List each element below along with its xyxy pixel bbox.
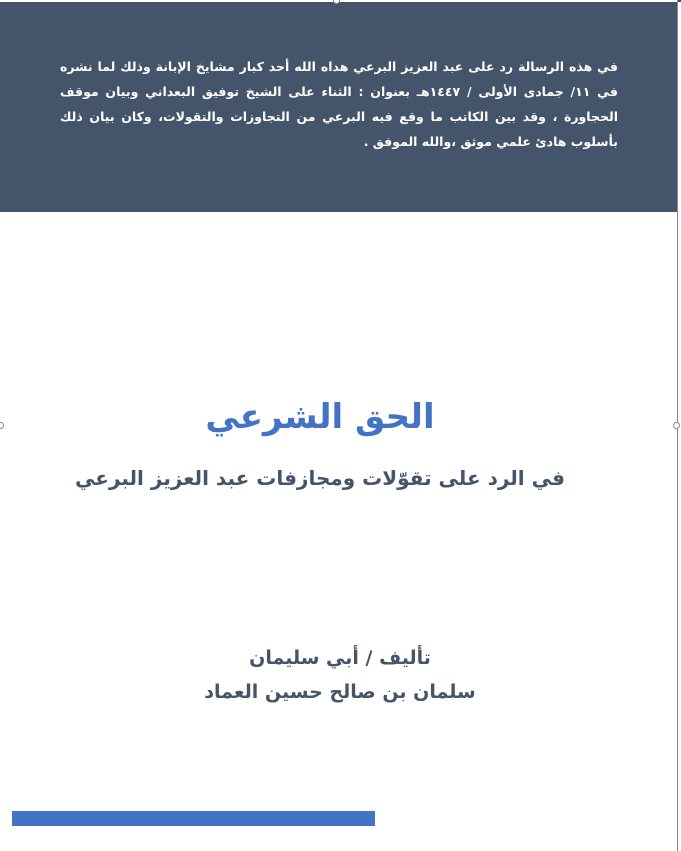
author-name: سلمان بن صالح حسين العماد <box>204 681 476 703</box>
author-label: تأليف / أبي سليمان <box>249 647 431 669</box>
resize-handle-right[interactable] <box>673 422 680 429</box>
decorative-bar <box>12 811 375 826</box>
banner-description: في هذه الرسالة رد على عبد العزيز البرعي هداه الله أحد كبار مشايخ الإبانة وذلك لما نشره في ١١/ جمادى الأولى / ١٤٤٧هـ بعنوان : الثناء على الشيخ توفيق البعداني وبيان موقف الحجاورة ، وقد بين الكاتب ما وقع فيه البرعي من التجاوزات والتقولات، وكان بيان ذلك بأسلوب هادئ علمي موثق ،والله الموفق . <box>60 59 618 149</box>
book-title: الحق الشرعي <box>205 397 435 437</box>
header-banner <box>0 2 677 212</box>
book-subtitle: في الرد على تقوّلات ومجازفات عبد العزيز البرعي <box>75 466 565 490</box>
